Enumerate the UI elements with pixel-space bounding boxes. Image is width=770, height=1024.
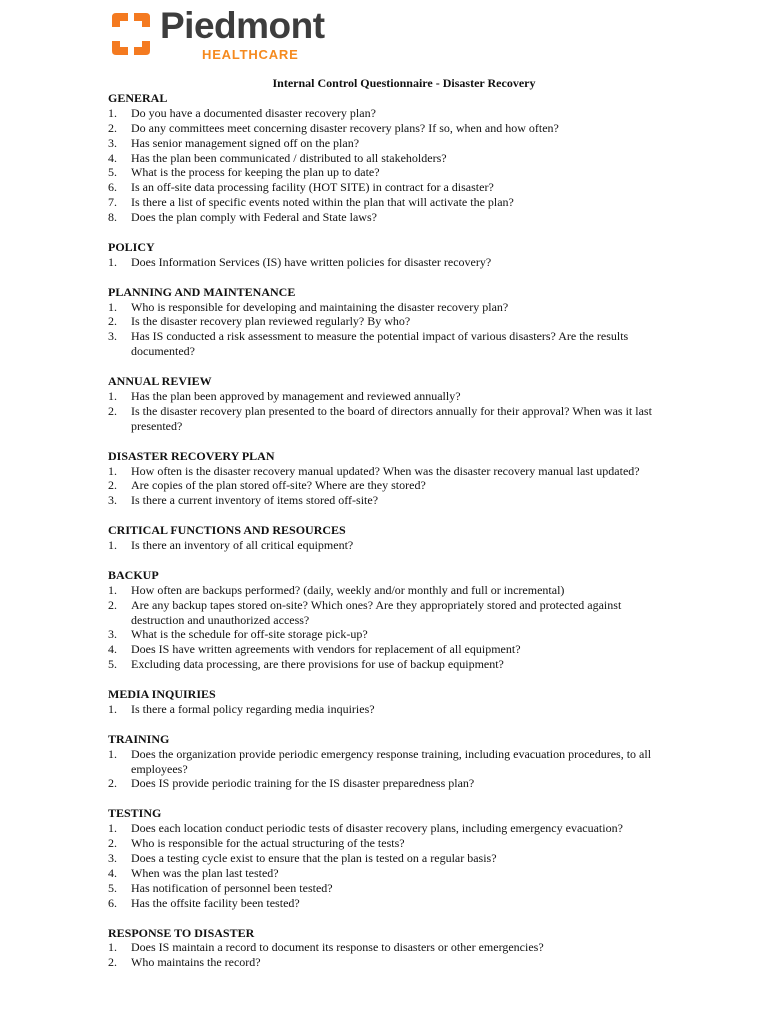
section-heading: DISASTER RECOVERY PLAN	[108, 448, 275, 463]
question-number: 4.	[108, 150, 117, 165]
question-text: Is there an inventory of all critical equipment?	[131, 538, 354, 553]
question-item	[108, 851, 668, 866]
question-list	[108, 300, 668, 360]
question-number: 4.	[108, 865, 117, 880]
question-list	[108, 106, 668, 225]
question-text: Has senior management signed off on the plan?	[131, 135, 360, 150]
question-text: Does IS provide periodic training for the IS disaster preparedness plan?	[131, 776, 475, 791]
section	[108, 523, 668, 553]
question-item	[108, 121, 668, 136]
question-list	[108, 747, 668, 792]
question-item	[108, 821, 668, 836]
section	[108, 806, 668, 910]
question-text: Is an off-site data processing facility (HOT SITE) in contract for a disaster?	[131, 180, 494, 195]
section-heading: BACKUP	[108, 567, 159, 582]
question-text: How often is the disaster recovery manual updated? When was the disaster recovery manual last updated?	[131, 463, 640, 478]
question-text: Is the disaster recovery plan presented to the board of directors annually for their approval? When was it last presented?	[131, 403, 652, 433]
question-item	[108, 538, 668, 553]
section	[108, 240, 668, 270]
section-heading: MEDIA INQUIRIES	[108, 687, 216, 702]
question-item	[108, 627, 668, 642]
question-text: When was the plan last tested?	[131, 865, 279, 880]
question-number: 5.	[108, 880, 117, 895]
question-number: 1.	[108, 254, 117, 269]
question-text: What is the schedule for off-site storage pick-up?	[131, 627, 368, 642]
question-text: Is there a current inventory of items stored off-site?	[131, 493, 379, 508]
question-list	[108, 538, 668, 553]
question-number: 3.	[108, 135, 117, 150]
question-text: Who is responsible for developing and maintaining the disaster recovery plan?	[131, 299, 509, 314]
question-item	[108, 702, 668, 717]
question-text: Does a testing cycle exist to ensure that the plan is tested on a regular basis?	[131, 850, 497, 865]
section-heading: TRAINING	[108, 731, 170, 746]
question-number: 4.	[108, 642, 117, 657]
question-text: Does Information Services (IS) have written policies for disaster recovery?	[131, 254, 492, 269]
question-item	[108, 151, 668, 166]
question-item	[108, 195, 668, 210]
question-item	[108, 329, 668, 359]
question-item	[108, 642, 668, 657]
question-item	[108, 836, 668, 851]
question-list	[108, 702, 668, 717]
section	[108, 687, 668, 717]
question-text: Who is responsible for the actual structuring of the tests?	[131, 836, 405, 851]
question-list	[108, 389, 668, 434]
question-number: 7.	[108, 195, 117, 210]
section-heading: TESTING	[108, 806, 162, 821]
piedmont-mark-icon	[108, 11, 154, 57]
section-heading: CRITICAL FUNCTIONS AND RESOURCES	[108, 523, 346, 538]
section	[108, 926, 668, 971]
question-item	[108, 896, 668, 911]
question-text: Has the offsite facility been tested?	[131, 895, 300, 910]
question-list	[108, 255, 668, 270]
question-number: 2.	[108, 955, 117, 970]
section-heading: ANNUAL REVIEW	[108, 374, 212, 389]
question-item	[108, 478, 668, 493]
piedmont-logo	[108, 5, 328, 66]
section	[108, 285, 668, 360]
question-number: 1.	[108, 940, 117, 955]
question-text: Is the disaster recovery plan reviewed regularly? By who?	[131, 314, 411, 329]
section-heading: GENERAL	[108, 90, 168, 105]
question-text: Is there a formal policy regarding media inquiries?	[131, 701, 375, 716]
section	[108, 449, 668, 509]
question-number: 1.	[108, 746, 117, 761]
question-number: 2.	[108, 776, 117, 791]
question-text: Has IS conducted a risk assessment to measure the potential impact of various disasters? Are the results documented?	[131, 329, 629, 359]
question-text: Are any backup tapes stored on-site? Which ones? Are they appropriately stored and protected against destruction and unauthorized access?	[131, 597, 622, 627]
question-item	[108, 255, 668, 270]
logo-subtitle: HEALTHCARE	[202, 47, 299, 62]
question-number: 2.	[108, 314, 117, 329]
section-heading: RESPONSE TO DISASTER	[108, 925, 255, 940]
question-text: Do any committees meet concerning disaster recovery plans? If so, when and how often?	[131, 120, 559, 135]
question-item	[108, 404, 668, 434]
question-text: Has the plan been communicated / distributed to all stakeholders?	[131, 150, 447, 165]
question-number: 2.	[108, 120, 117, 135]
questionnaire-document	[108, 76, 668, 985]
question-text: Excluding data processing, are there provisions for use of backup equipment?	[131, 657, 504, 672]
section	[108, 732, 668, 792]
question-text: Does the plan comply with Federal and State laws?	[131, 210, 377, 225]
question-text: Does the organization provide periodic emergency response training, including evacuation procedures, to all employees?	[131, 746, 652, 776]
question-number: 2.	[108, 403, 117, 418]
section-heading: PLANNING AND MAINTENANCE	[108, 284, 296, 299]
question-item	[108, 314, 668, 329]
question-text: Are copies of the plan stored off-site? Where are they stored?	[131, 478, 426, 493]
question-list	[108, 821, 668, 910]
question-text: What is the process for keeping the plan up to date?	[131, 165, 380, 180]
question-item	[108, 747, 668, 777]
question-item	[108, 300, 668, 315]
question-item	[108, 776, 668, 791]
question-list	[108, 464, 668, 509]
question-number: 1.	[108, 105, 117, 120]
question-item	[108, 106, 668, 121]
question-item	[108, 955, 668, 970]
question-number: 8.	[108, 210, 117, 225]
question-item	[108, 493, 668, 508]
question-text: Does IS maintain a record to document its response to disasters or other emergencies?	[131, 940, 544, 955]
question-text: Has notification of personnel been tested?	[131, 880, 333, 895]
question-number: 1.	[108, 582, 117, 597]
question-text: Who maintains the record?	[131, 955, 261, 970]
question-item	[108, 657, 668, 672]
question-text: How often are backups performed? (daily, weekly and/or monthly and full or incremental)	[131, 582, 565, 597]
question-number: 1.	[108, 538, 117, 553]
logo-wordmark: Piedmont	[160, 5, 325, 46]
question-text: Do you have a documented disaster recovery plan?	[131, 105, 376, 120]
question-text: Does IS have written agreements with vendors for replacement of all equipment?	[131, 642, 521, 657]
section	[108, 91, 668, 225]
question-number: 1.	[108, 701, 117, 716]
question-number: 6.	[108, 895, 117, 910]
question-number: 2.	[108, 836, 117, 851]
question-item	[108, 464, 668, 479]
question-number: 3.	[108, 493, 117, 508]
question-text: Is there a list of specific events noted within the plan that will activate the plan?	[131, 195, 514, 210]
question-list	[108, 940, 668, 970]
question-item	[108, 866, 668, 881]
question-item	[108, 389, 668, 404]
question-number: 1.	[108, 388, 117, 403]
logo-bracket-right	[134, 13, 150, 55]
question-list	[108, 583, 668, 672]
section-heading: POLICY	[108, 239, 155, 254]
question-item	[108, 180, 668, 195]
section	[108, 374, 668, 434]
sections-container	[108, 91, 668, 970]
question-number: 5.	[108, 165, 117, 180]
question-item	[108, 940, 668, 955]
document-title: Internal Control Questionnaire - Disaster Recovery	[272, 76, 536, 90]
question-number: 3.	[108, 627, 117, 642]
question-number: 2.	[108, 478, 117, 493]
question-item	[108, 598, 668, 628]
question-number: 6.	[108, 180, 117, 195]
question-item	[108, 165, 668, 180]
section	[108, 568, 668, 672]
question-number: 1.	[108, 299, 117, 314]
question-item	[108, 136, 668, 151]
question-number: 2.	[108, 597, 117, 612]
question-number: 3.	[108, 329, 117, 344]
question-number: 1.	[108, 463, 117, 478]
question-item	[108, 583, 668, 598]
question-number: 1.	[108, 821, 117, 836]
question-item	[108, 210, 668, 225]
question-item	[108, 881, 668, 896]
question-number: 5.	[108, 657, 117, 672]
question-text: Does each location conduct periodic tests of disaster recovery plans, including emergency evacuation?	[131, 821, 623, 836]
question-text: Has the plan been approved by management and reviewed annually?	[131, 388, 461, 403]
question-number: 3.	[108, 850, 117, 865]
